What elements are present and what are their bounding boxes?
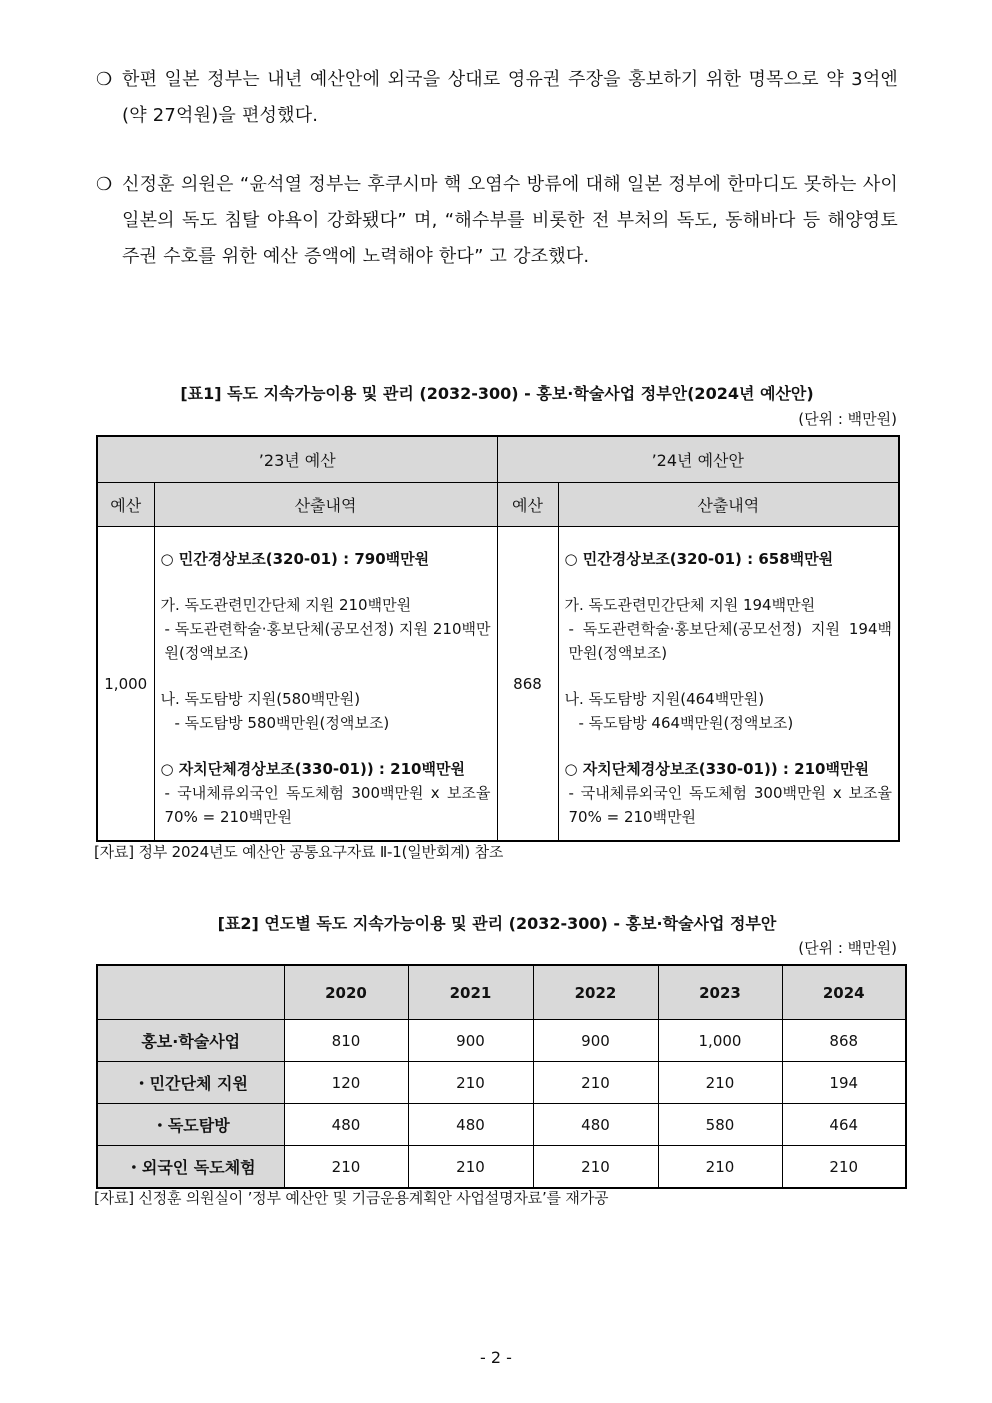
detail-line: 가. 독도관련민간단체 지원 194백만원 (564, 595, 816, 614)
detail-line: - 독도탐방 464백만원(정액보조) (578, 713, 794, 732)
table2-corner (97, 965, 284, 1020)
detail-line: 나. 독도탐방 지원(464백만원) (564, 689, 765, 708)
table2-row-label: 홍보·학술사업 (97, 1020, 284, 1062)
detail-line: ○ 자치단체경상보조(330-01)) : 210백만원 (160, 759, 465, 778)
table2-row-label: ・독도탐방 (97, 1104, 284, 1146)
table1-col-budget: 예산 (97, 483, 154, 527)
table1-col-budget: 예산 (497, 483, 558, 527)
table1-header-2023: ’23년 예산 (97, 436, 497, 483)
table2-cell: 480 (408, 1104, 533, 1146)
table-row (97, 1062, 906, 1104)
table2-cell: 480 (533, 1104, 658, 1146)
table2-year: 2023 (658, 965, 782, 1020)
table2-cell: 1,000 (658, 1020, 782, 1062)
table2-caption: [표2] 연도별 독도 지속가능이용 및 관리 (2032-300) - 홍보·학술사업 정부안 (217, 914, 777, 933)
table2-cell: 120 (284, 1062, 408, 1104)
table2-source: [자료] 신정훈 의원실이 ’정부 예산안 및 기금운용계획안 사업설명자료’를 재가공 (94, 1189, 609, 1207)
table2-cell: 580 (658, 1104, 782, 1146)
table-row (97, 1020, 906, 1062)
table2-cell: 810 (284, 1020, 408, 1062)
table2-unit: (단위 : 백만원) (798, 939, 897, 957)
table2-cell: 464 (782, 1104, 906, 1146)
detail-line: - 독도관련학술·홍보단체(공모선정) 지원 210백만원(정액보조) (164, 619, 491, 662)
detail-line: - 국내체류외국인 독도체험 300백만원 x 보조율 70% = 210백만원 (568, 783, 893, 826)
table1-col-detail: 산출내역 (558, 483, 899, 527)
table1-detail-2024 (558, 527, 899, 842)
table2-cell: 210 (408, 1062, 533, 1104)
table2-cell: 210 (408, 1146, 533, 1189)
paragraph-1 (96, 62, 898, 134)
paragraph-2 (96, 167, 898, 275)
detail-line: 나. 독도탐방 지원(580백만원) (160, 689, 361, 708)
table2-year: 2024 (782, 965, 906, 1020)
table1-col-detail: 산출내역 (154, 483, 497, 527)
table2 (96, 964, 907, 1189)
table2-cell: 210 (658, 1062, 782, 1104)
table2-cell: 868 (782, 1020, 906, 1062)
detail-line: - 독도관련학술·홍보단체(공모선정) 지원 194백만원(정액보조) (568, 619, 893, 662)
paragraph-bullet: ❍ (96, 69, 113, 90)
detail-line: - 독도탐방 580백만원(정액보조) (174, 713, 390, 732)
table2-cell: 480 (284, 1104, 408, 1146)
table2-cell: 210 (782, 1146, 906, 1189)
page-number: - 2 - (480, 1348, 512, 1367)
table1-header-2024: ’24년 예산안 (497, 436, 899, 483)
table-row (97, 1104, 906, 1146)
table2-year: 2020 (284, 965, 408, 1020)
table2-row-label: ・외국인 독도체험 (97, 1146, 284, 1189)
table2-year: 2022 (533, 965, 658, 1020)
detail-line: ○ 민간경상보조(320-01) : 658백만원 (564, 549, 834, 568)
table2-cell: 210 (284, 1146, 408, 1189)
table1-budget-2024: 868 (497, 527, 558, 842)
table2-cell: 210 (533, 1146, 658, 1189)
table-row (97, 1146, 906, 1189)
table1-budget-2023: 1,000 (97, 527, 154, 842)
paragraph-text: 신정훈 의원은 “윤석열 정부는 후쿠시마 핵 오염수 방류에 대해 일본 정부에 한마디도 못하는 사이 일본의 독도 침탈 야욕이 강화됐다” 며, “해수부를 비롯한 전 부처의 독도, 동해바다 등 해양영토 주권 수호를 위한 예산 증액에 노력해야 한다” 고 강조했다. (122, 174, 898, 267)
table2-cell: 210 (533, 1062, 658, 1104)
table1-detail-2023 (154, 527, 497, 842)
detail-line: - 국내체류외국인 독도체험 300백만원 x 보조율 70% = 210백만원 (164, 783, 491, 826)
table2-cell: 194 (782, 1062, 906, 1104)
table1-source: [자료] 정부 2024년도 예산안 공통요구자료 Ⅱ-1(일반회계) 참조 (94, 843, 504, 861)
paragraph-text: 한편 일본 정부는 내년 예산안에 외국을 상대로 영유권 주장을 홍보하기 위한 명목으로 약 3억엔(약 27억원)을 편성했다. (122, 69, 898, 126)
table2-cell: 900 (408, 1020, 533, 1062)
table2-year: 2021 (408, 965, 533, 1020)
detail-line: 가. 독도관련민간단체 지원 210백만원 (160, 595, 412, 614)
table2-cell: 210 (658, 1146, 782, 1189)
detail-line: ○ 자치단체경상보조(330-01)) : 210백만원 (564, 759, 869, 778)
table1-caption: [표1] 독도 지속가능이용 및 관리 (2032-300) - 홍보·학술사업 정부안(2024년 예산안) (180, 384, 814, 403)
table1-unit: (단위 : 백만원) (798, 410, 897, 428)
paragraph-bullet: ❍ (96, 174, 113, 195)
table2-row-label: ・민간단체 지원 (97, 1062, 284, 1104)
detail-line: ○ 민간경상보조(320-01) : 790백만원 (160, 549, 430, 568)
table2-cell: 900 (533, 1020, 658, 1062)
table1 (96, 435, 900, 842)
